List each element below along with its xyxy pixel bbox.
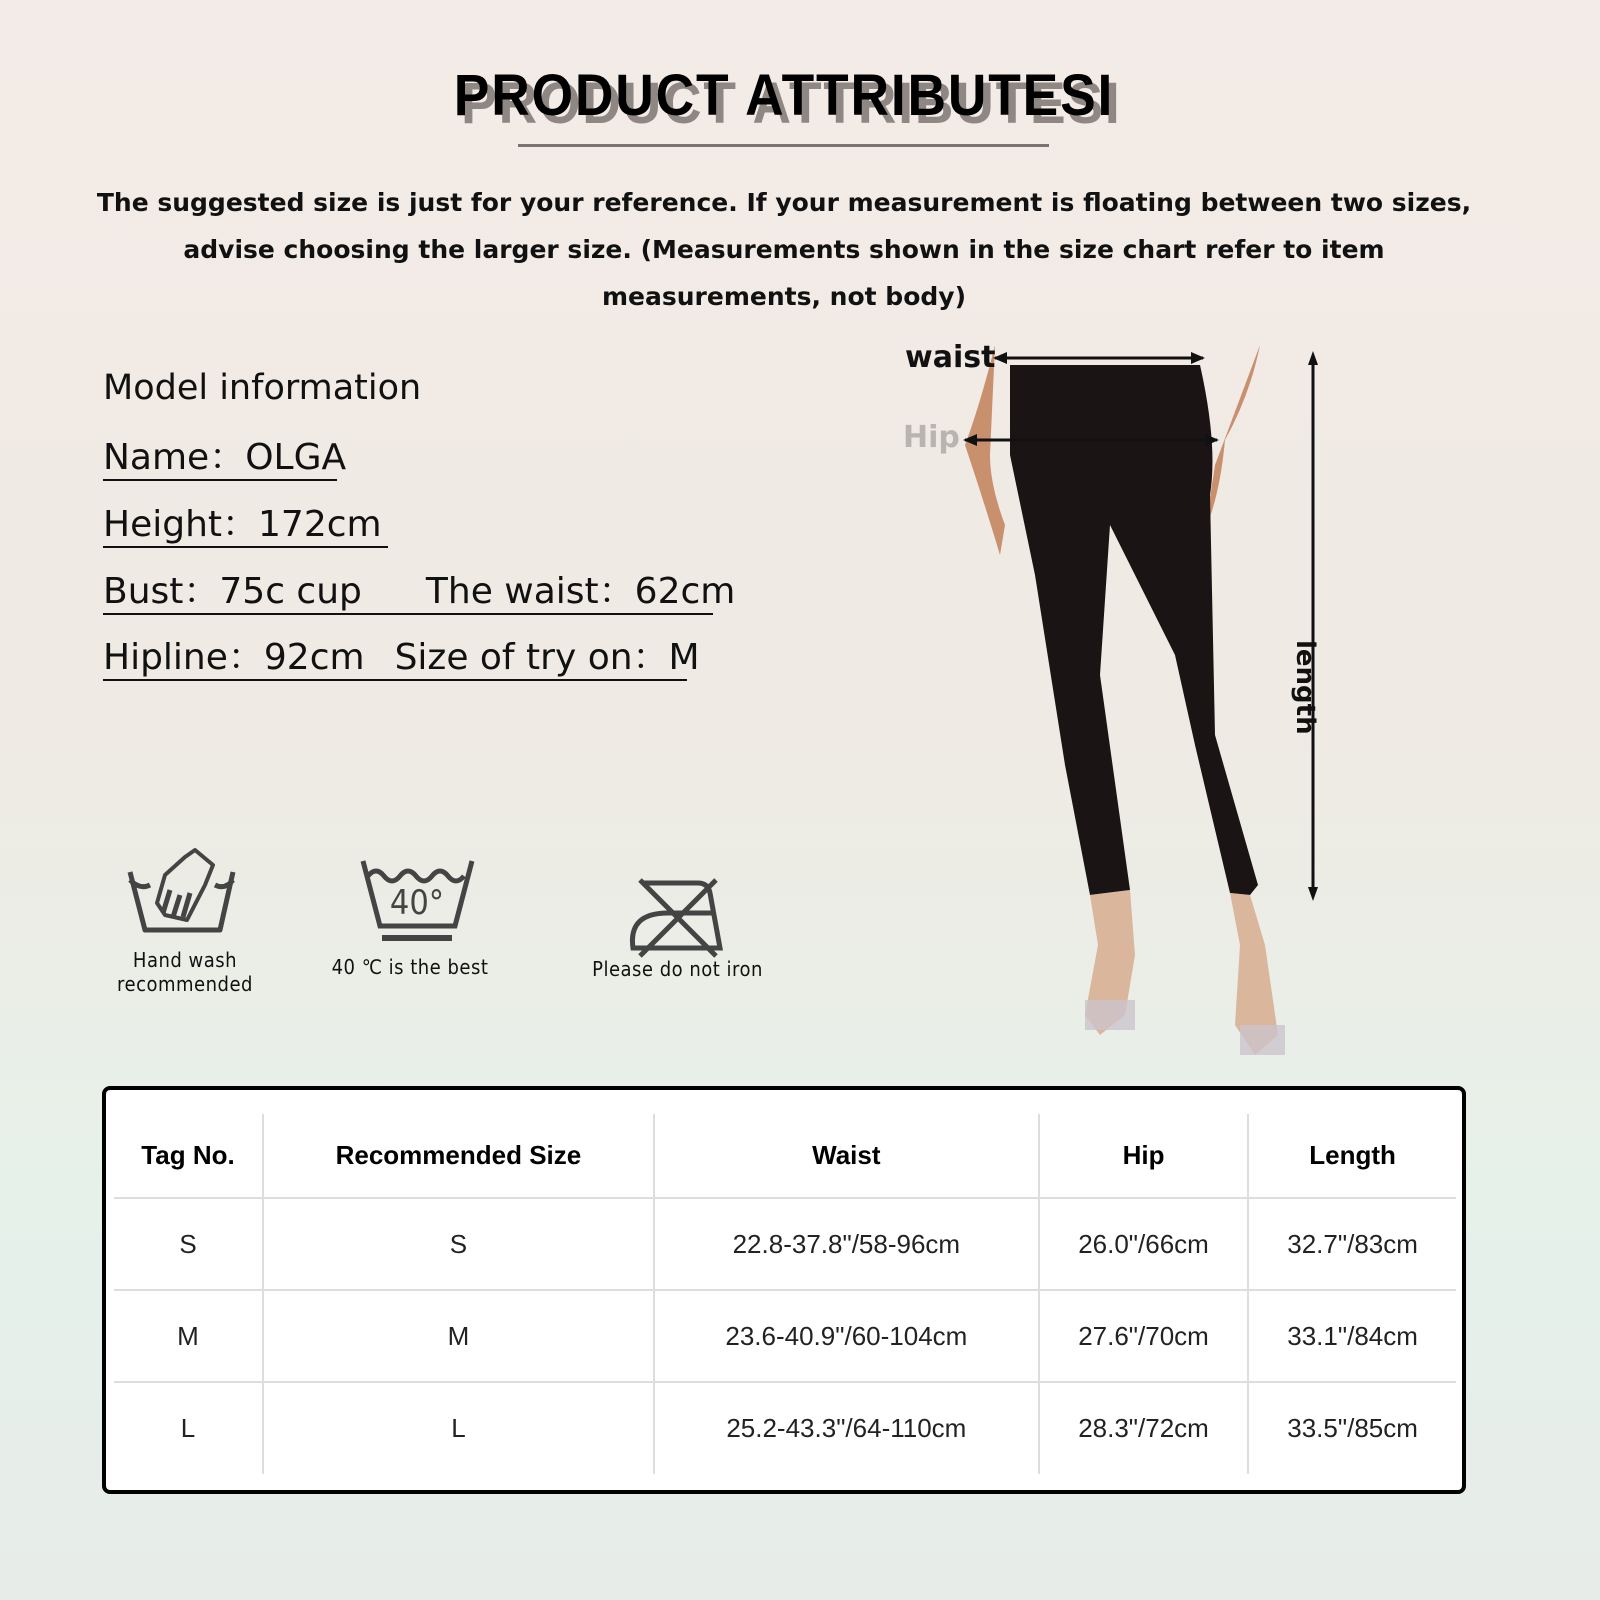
cell: 28.3"/72cm bbox=[1039, 1382, 1248, 1474]
no-iron-label: Please do not iron bbox=[592, 957, 763, 981]
hip-label: Hip bbox=[903, 420, 960, 455]
waist-label: waist bbox=[905, 340, 996, 375]
page-title: PRODUCT ATTRIBUTESI bbox=[453, 63, 1115, 128]
cell: L bbox=[263, 1382, 654, 1474]
intro-line-3: measurements, not body) bbox=[602, 282, 966, 311]
wash-40-label: 40 ℃ is the best bbox=[331, 955, 489, 979]
measurement-arrows bbox=[960, 345, 1340, 905]
model-height: Height：172cm bbox=[103, 504, 388, 548]
size-chart bbox=[102, 1086, 1466, 1494]
cell: L bbox=[180, 1413, 196, 1443]
cell: 23.6-40.9"/60-104cm bbox=[654, 1290, 1039, 1382]
svg-text:40°: 40° bbox=[389, 883, 445, 923]
cell: M bbox=[263, 1290, 654, 1382]
table-row bbox=[114, 1198, 1456, 1290]
model-size: Size of try on：M bbox=[394, 637, 700, 678]
model-hipline: Hipline：92cm bbox=[103, 637, 365, 678]
col-length: Length bbox=[1248, 1114, 1456, 1198]
col-tag: Tag No. bbox=[114, 1114, 263, 1198]
col-hip: Hip bbox=[1039, 1114, 1248, 1198]
cell: 33.5"/85cm bbox=[1248, 1382, 1456, 1474]
table-row bbox=[114, 1290, 1456, 1382]
col-recommended: Recommended Size bbox=[263, 1114, 654, 1198]
model-waist: The waist：62cm bbox=[425, 571, 736, 612]
model-heading: Model information bbox=[103, 368, 422, 408]
wash-40-icon bbox=[360, 858, 475, 943]
intro-line-2: advise choosing the larger size. (Measurements shown in the size chart refer to item bbox=[183, 235, 1385, 264]
cell: S bbox=[114, 1198, 263, 1290]
col-waist: Waist bbox=[654, 1114, 1039, 1198]
table-header-row bbox=[114, 1114, 1456, 1198]
length-label: length bbox=[1290, 640, 1320, 735]
cell: S bbox=[263, 1198, 654, 1290]
intro-line-1: The suggested size is just for your reference. If your measurement is floating between two sizes, bbox=[96, 188, 1472, 217]
cell: 26.0"/66cm bbox=[1039, 1198, 1248, 1290]
cell: 22.8-37.8"/58-96cm bbox=[654, 1198, 1039, 1290]
cell: M bbox=[114, 1290, 263, 1382]
hand-wash-icon bbox=[125, 845, 240, 940]
cell: 33.1"/84cm bbox=[1248, 1290, 1456, 1382]
model-name: Name：OLGA bbox=[103, 437, 337, 481]
cell: 25.2-43.3"/64-110cm bbox=[654, 1382, 1039, 1474]
hand-wash-label: Hand wash recommended bbox=[117, 948, 253, 996]
cell: 27.6"/70cm bbox=[1039, 1290, 1248, 1382]
do-not-iron-icon bbox=[628, 878, 728, 958]
model-bust: Bust：75c cup bbox=[103, 571, 362, 612]
cell: 32.7"/83cm bbox=[1248, 1198, 1456, 1290]
table-row bbox=[114, 1382, 1456, 1474]
title-underline bbox=[518, 144, 1049, 147]
